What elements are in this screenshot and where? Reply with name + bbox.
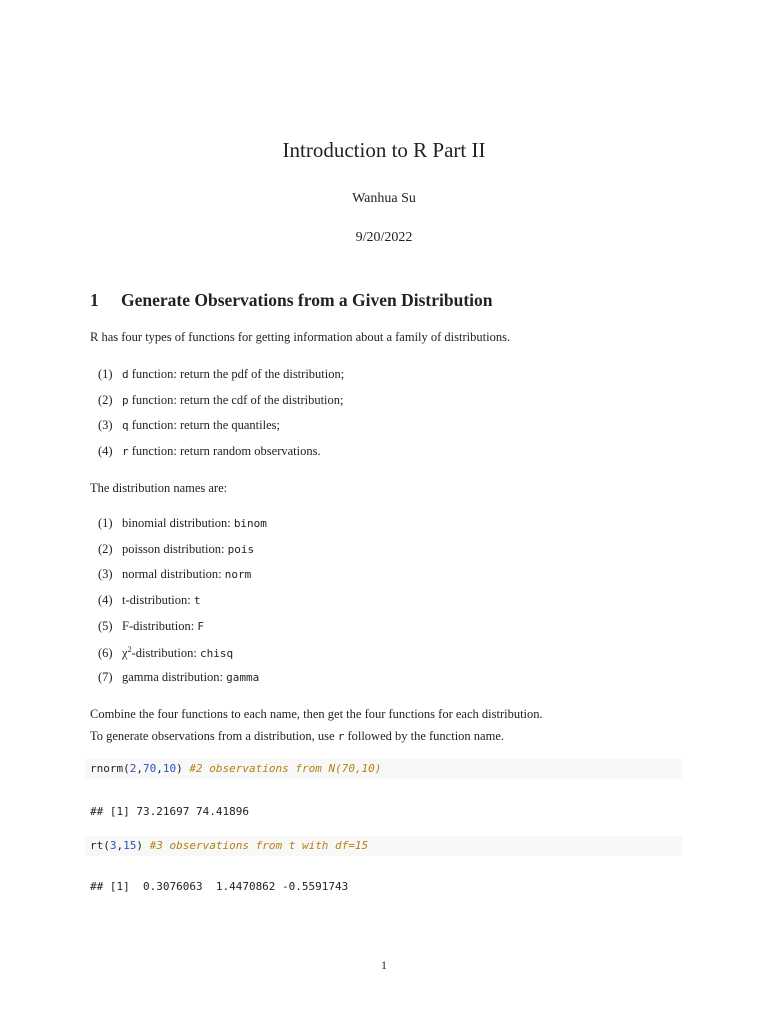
code-comma: , xyxy=(156,762,163,775)
generate-post: followed by the function name. xyxy=(344,729,504,743)
code-block xyxy=(85,759,682,779)
code-comma: , xyxy=(116,839,124,852)
list-text: normal distribution: xyxy=(122,567,225,581)
list-item xyxy=(98,444,321,459)
list-text: F-distribution: xyxy=(122,619,198,633)
code-number: 3 xyxy=(109,839,117,852)
inline-code: p xyxy=(122,394,129,407)
section-title: Generate Observations from a Given Distribution xyxy=(121,290,493,310)
list-label: (4) xyxy=(98,593,113,607)
inline-code: gamma xyxy=(226,671,260,684)
list-text: poisson distribution: xyxy=(122,542,228,556)
list-item xyxy=(98,516,267,531)
inline-code: binom xyxy=(233,517,267,530)
inline-code: t xyxy=(193,594,201,607)
code-output: ## [1] 0.3076063 1.4470862 -0.5591743 xyxy=(90,880,349,893)
list-item xyxy=(98,593,201,608)
code-comment: #3 observations from t with df=15 xyxy=(149,839,369,852)
list-label: (1) xyxy=(98,516,113,530)
generate-pre: To generate observations from a distribution, use xyxy=(90,729,338,743)
code-comment: #2 observations from N(70,10) xyxy=(189,762,382,775)
list-item xyxy=(98,619,204,634)
inline-code: d xyxy=(122,368,129,381)
list-label: (3) xyxy=(98,567,113,581)
list-item xyxy=(98,645,233,661)
author: Wanhua Su xyxy=(352,191,416,206)
list-label: (2) xyxy=(98,542,113,556)
dist-intro: The distribution names are: xyxy=(90,481,228,495)
list-label: (5) xyxy=(98,619,113,633)
list-label: (4) xyxy=(98,444,113,458)
date: 9/20/2022 xyxy=(355,230,413,245)
list-text: t-distribution: xyxy=(122,593,194,607)
code-fn: rnorm( xyxy=(90,762,130,775)
inline-code: pois xyxy=(227,543,255,556)
code-comma: , xyxy=(136,762,143,775)
intro-paragraph: R has four types of functions for getting information about a family of distributions. xyxy=(90,330,511,344)
code-close: ) xyxy=(136,839,150,852)
list-item xyxy=(98,542,254,557)
page-number: 1 xyxy=(381,958,387,972)
list-label: (7) xyxy=(98,670,113,684)
list-item xyxy=(98,367,344,382)
list-item xyxy=(98,670,259,685)
code-close: ) xyxy=(176,762,190,775)
code-block xyxy=(85,836,682,856)
code-output: ## [1] 73.21697 74.41896 xyxy=(90,805,249,818)
section-heading xyxy=(90,290,493,311)
inline-code: F xyxy=(197,620,204,633)
list-text: gamma distribution: xyxy=(122,670,227,684)
section-number: 1 xyxy=(90,290,99,310)
list-text: function: return the quantiles; xyxy=(128,418,280,432)
list-label: (1) xyxy=(98,367,113,381)
code-number: 15 xyxy=(123,839,137,852)
list-item xyxy=(98,393,344,408)
document-title: Introduction to R Part II xyxy=(282,138,486,162)
list-text: binomial distribution: xyxy=(122,516,234,530)
list-label: (6) xyxy=(98,646,113,661)
inline-code: chisq xyxy=(199,647,234,661)
inline-code: q xyxy=(122,419,129,432)
code-number: 2 xyxy=(129,762,137,775)
list-item xyxy=(98,418,280,433)
list-text: -distribution: xyxy=(131,646,200,661)
chi-symbol: χ xyxy=(122,646,128,661)
code-line xyxy=(90,762,381,775)
code-fn: rt( xyxy=(90,839,110,852)
list-label: (2) xyxy=(98,393,113,407)
list-item xyxy=(98,567,251,582)
list-text: function: return random observations. xyxy=(128,444,321,458)
list-label: (3) xyxy=(98,418,113,432)
code-number: 70 xyxy=(143,762,157,775)
superscript: 2 xyxy=(127,645,132,654)
list-text: function: return the cdf of the distribution; xyxy=(128,393,344,407)
combine-paragraph: Combine the four functions to each name, then get the four functions for each distribution. xyxy=(90,707,543,721)
generate-paragraph xyxy=(90,729,504,744)
code-number: 10 xyxy=(162,762,177,775)
list-text: function: return the pdf of the distribution; xyxy=(128,367,345,381)
inline-code: norm xyxy=(224,568,252,581)
inline-code: r xyxy=(337,730,345,743)
inline-code: r xyxy=(122,445,129,458)
code-line xyxy=(90,839,368,852)
